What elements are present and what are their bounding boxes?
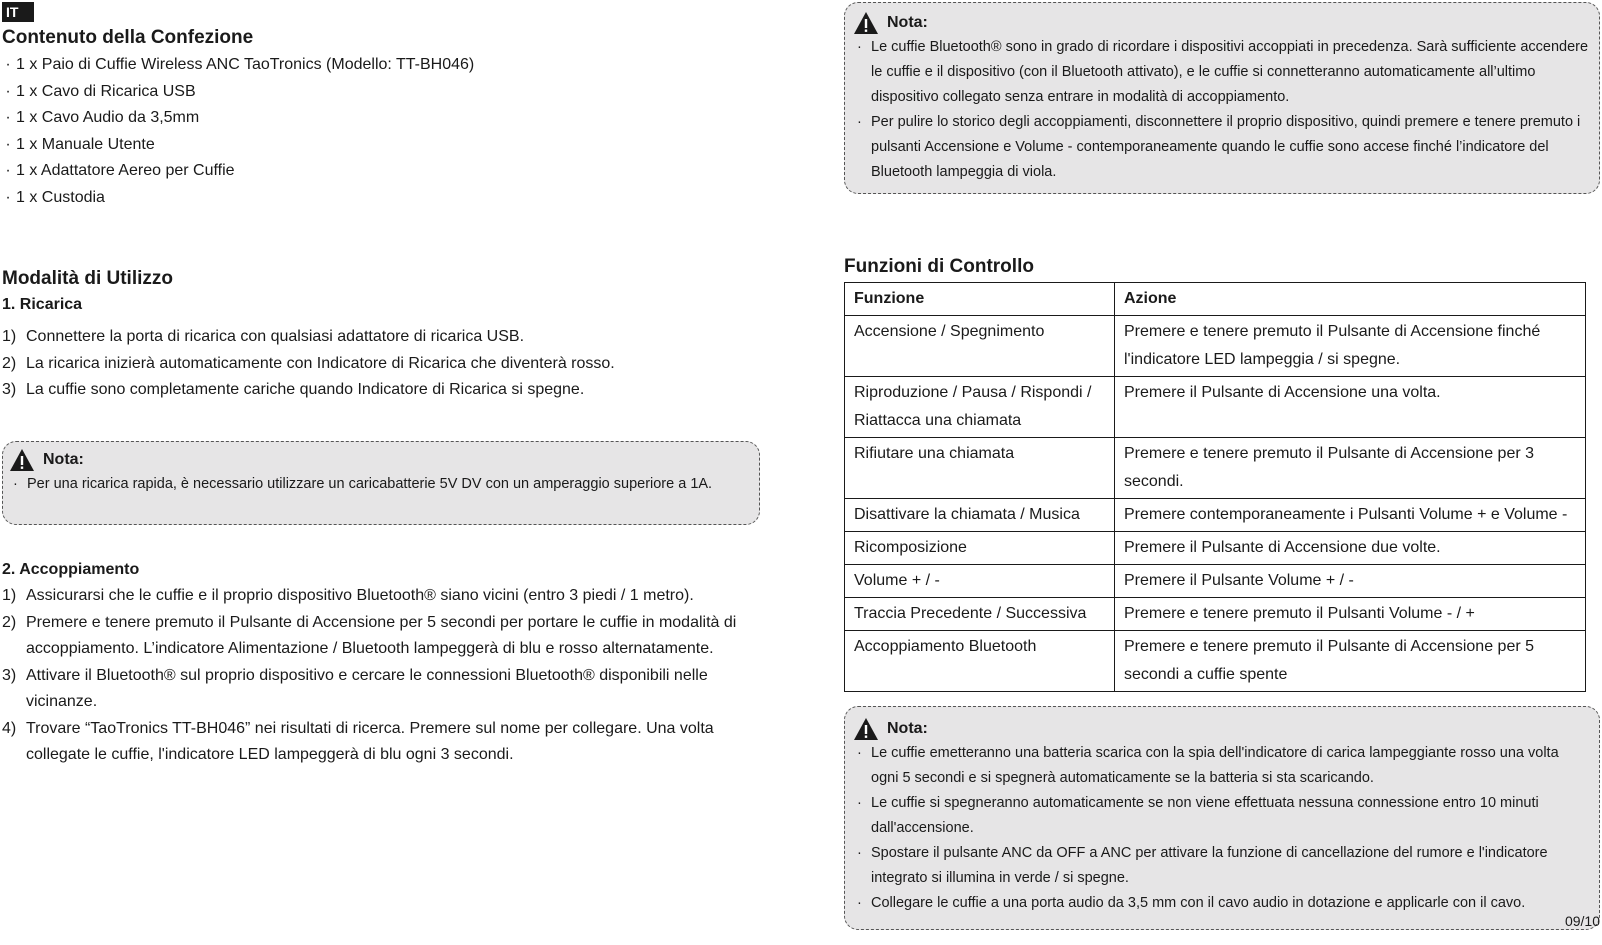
cell-function: Riproduzione / Pausa / Rispondi / Riattacca una chiamata (845, 377, 1115, 438)
package-list (0, 52, 474, 211)
note-item: · Le cuffie si spegneranno automaticamente se non viene effettuata nessuna connessione entro 10 minuti dall'accensione. (853, 791, 1589, 841)
cell-action: Premere e tenere premuto il Pulsanti Volume - / + (1115, 598, 1586, 631)
column-header-action: Azione (1115, 283, 1586, 316)
cell-function: Volume + / - (845, 565, 1115, 598)
controls-table (844, 282, 1586, 692)
warning-icon (853, 11, 879, 35)
step-item (2, 716, 737, 769)
list-item: · 1 x Cavo Audio da 3,5mm (0, 105, 474, 132)
cell-function: Accensione / Spegnimento (845, 316, 1115, 377)
table-row (845, 532, 1586, 565)
step-text: Attivare il Bluetooth® sul proprio dispositivo e cercare le connessioni Bluetooth® disponibili nelle vicinanze. (26, 666, 708, 710)
page-number: 09/10 (1564, 913, 1600, 929)
charging-steps (2, 324, 742, 404)
step-number: 2) (2, 354, 17, 372)
list-item: · 1 x Cavo di Ricarica USB (0, 79, 474, 106)
note-item: · Le cuffie emetteranno una batteria scarica con la spia dell'indicatore di carica lampeggiante rosso una volta ogni 5 secondi e si spegnerà automaticamente se la batteria si sta scaricando. (853, 741, 1589, 791)
list-item: · 1 x Custodia (0, 185, 474, 212)
usage-title: Modalità di Utilizzo (2, 268, 173, 289)
warning-icon (9, 448, 35, 472)
cell-action: Premere e tenere premuto il Pulsante di Accensione finché l'indicatore LED lampeggia / si spegne. (1115, 316, 1586, 377)
step-number: 3) (2, 381, 17, 398)
note-item: · Spostare il pulsante ANC da OFF a ANC per attivare la funzione di cancellazione del rumore e l'indicatore integrato si illumina in verde / si spegne. (853, 841, 1589, 891)
note-item: · Collegare le cuffie a una porta audio da 3,5 mm con il cavo audio in dotazione e applicarle con il cavo. (853, 891, 1589, 916)
note-item: · Per una ricarica rapida, è necessario utilizzare un caricabatterie 5V DV con un amperaggio superiore a 1A. (9, 472, 751, 497)
step-item (2, 610, 737, 663)
step-item (2, 663, 737, 716)
step-number: 3) (2, 666, 17, 684)
language-badge: IT (2, 2, 34, 22)
step-text: Connettere la porta di ricarica con qualsiasi adattatore di ricarica USB. (26, 328, 525, 345)
cell-function: Traccia Precedente / Successiva (845, 598, 1115, 631)
pairing-steps (2, 583, 737, 769)
table-row (845, 377, 1586, 438)
cell-action: Premere e tenere premuto il Pulsante di Accensione per 3 secondi. (1115, 438, 1586, 499)
charging-note (2, 441, 760, 525)
note-list (853, 35, 1589, 185)
cell-function: Disattivare la chiamata / Musica (845, 499, 1115, 532)
charging-title: 1. Ricarica (2, 296, 83, 313)
table-row (845, 438, 1586, 499)
step-text: Assicurarsi che le cuffie e il proprio dispositivo Bluetooth® siano vicini (entro 3 piedi / 1 metro). (26, 587, 694, 604)
list-item: · 1 x Adattatore Aereo per Cuffie (0, 158, 474, 185)
note-list (9, 472, 751, 497)
step-item (2, 583, 737, 610)
pairing-title: 2. Accoppiamento (2, 561, 140, 578)
step-item (2, 377, 742, 404)
note-label: Nota: (43, 451, 84, 468)
step-number: 2) (2, 613, 17, 631)
step-item (2, 324, 742, 351)
step-number: 1) (2, 587, 17, 604)
list-item: · 1 x Paio di Cuffie Wireless ANC TaoTronics (Modello: TT-BH046) (0, 52, 474, 79)
list-item: · 1 x Manuale Utente (0, 132, 474, 159)
table-header-row (845, 283, 1586, 316)
column-header-function: Funzione (845, 283, 1115, 316)
table-row (845, 565, 1586, 598)
warning-icon (853, 717, 879, 741)
step-text: Premere e tenere premuto il Pulsante di Accensione per 5 secondi per portare le cuffie in modalità di accoppiamento. L’indicatore Alimentazione / Bluetooth lampeggerà di blu e rosso alternatamente. (26, 613, 737, 657)
controls-title: Funzioni di Controllo (844, 256, 1034, 277)
note-label: Nota: (887, 14, 928, 31)
note-header (853, 717, 1589, 741)
note-item: · Per pulire lo storico degli accoppiamenti, disconnettere il proprio dispositivo, quindi premere e tenere premuto i pulsanti Accensione e Volume - contemporaneamente quando le cuffie sono accese finché l’indicatore del Bluetooth lampeggia di viola. (853, 110, 1589, 185)
table-row (845, 598, 1586, 631)
note-label: Nota: (887, 720, 928, 737)
note-header (9, 448, 751, 472)
cell-action: Premere e tenere premuto il Pulsante di Accensione per 5 secondi a cuffie spente (1115, 631, 1586, 692)
package-title: Contenuto della Confezione (2, 27, 254, 48)
cell-action: Premere il Pulsante di Accensione una volta. (1115, 377, 1586, 438)
step-number: 4) (2, 719, 17, 737)
note-list (853, 741, 1589, 916)
step-text: La ricarica inizierà automaticamente con Indicatore di Ricarica che diventerà rosso. (26, 354, 615, 372)
note-item: · Le cuffie Bluetooth® sono in grado di ricordare i dispositivi accoppiati in precedenza. Sarà sufficiente accendere le cuffie e il dispositivo (con il Bluetooth attivato), e le cuffie si connetteranno automaticamente all’ultimo dispositivo collegato senza entrare in modalità di accoppiamento. (853, 35, 1589, 110)
cell-action: Premere contemporaneamente i Pulsanti Volume + e Volume - (1115, 499, 1586, 532)
table-row (845, 499, 1586, 532)
cell-function: Ricomposizione (845, 532, 1115, 565)
cell-function: Accoppiamento Bluetooth (845, 631, 1115, 692)
step-item (2, 351, 742, 378)
table-row (845, 631, 1586, 692)
pairing-memory-note (844, 2, 1600, 194)
step-text: La cuffie sono completamente cariche quando Indicatore di Ricarica si spegne. (26, 381, 585, 398)
cell-action: Premere il Pulsante Volume + / - (1115, 565, 1586, 598)
step-number: 1) (2, 328, 17, 345)
table-row (845, 316, 1586, 377)
step-text: Trovare “TaoTronics TT-BH046” nei risultati di ricerca. Premere sul nome per collegare. Una volta collegate le cuffie, l'indicatore LED lampeggerà di blu ogni 3 secondi. (26, 719, 714, 763)
note-header (853, 11, 1589, 35)
cell-action: Premere il Pulsante di Accensione due volte. (1115, 532, 1586, 565)
battery-note (844, 706, 1600, 930)
cell-function: Rifiutare una chiamata (845, 438, 1115, 499)
